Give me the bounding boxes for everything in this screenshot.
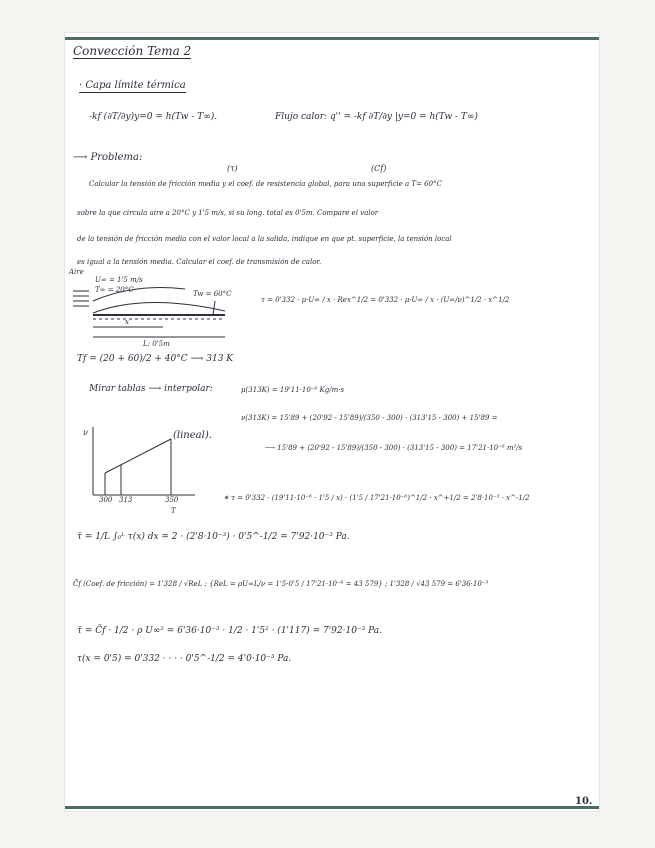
problem-line-4: es igual a la tensión media. Calcular el coef. de transmisión de calor. [77,258,322,266]
tau-mark: (τ) [227,164,238,173]
page-title: Convección Tema 2 [73,44,192,58]
notebook-page [64,32,600,812]
t-wall-label: Tw = 60°C [193,290,232,298]
tau-numeric: ✶ τ = 0'332 · (19'11·10⁻⁶ · 1'5 / x) · (1'5 / 17'21·10⁻⁶)^1/2 · x^+1/2 = 2'8·10⁻³ · x^-1/2 [223,494,530,502]
top-border-bar [65,37,599,40]
length-label: L: 0'5m [143,340,170,348]
tau-formula: τ = 0'332 · μ·U∞ / x · Rex^1/2 = 0'332 · μ·U∞ / x · (U∞/ν)^1/2 · x^1/2 [261,296,510,304]
tau-local: τ(x = 0'5) = 0'332 · · · · 0'5^-1/2 = 4'0·10⁻³ Pa. [77,654,292,664]
problem-line-1: Calcular la tensión de fricción media y el coef. de resistencia global, para una superficie a T= 60°C [89,180,442,188]
tables-note: Mirar tablas ⟶ interpolar: [89,384,213,394]
t-inf-label: T∞ = 20°C [95,286,134,294]
problem-line-3: de la tensión de fricción media con el valor local a la salida, indique en que pt. superficie, la tensión local [77,235,452,243]
nu-interpolation-1: ν(313K) = 15'89 + (20'92 - 15'89)/(350 - 300) · (313'15 - 300) + 15'89 = [241,414,498,422]
problem-line-2: sobre la que circula aire a 20°C y 1'5 m/s, si su long. total es 0'5m. Compare el valor [77,209,379,217]
boundary-condition-formula: -kf (∂T/∂y)y=0 = h(Tw - T∞). [89,112,218,122]
bottom-border-bar [65,806,599,809]
section-heading: · Capa límite térmica [79,80,186,91]
mu-value: μ(313K) = 19'11·10⁻⁶ Kg/m·s [241,386,345,394]
air-label: Aire [69,268,84,276]
u-inf-label: U∞ = 1'5 m/s [95,276,143,284]
film-temperature: Tf = (20 + 60)/2 + 40°C ⟶ 313 K [77,354,234,364]
linear-label: (lineal). [173,430,212,441]
tau-mean: τ̄ = 1/L ∫₀ᴸ τ(x) dx = 2 · (2'8·10⁻³) · 0'5^-1/2 = 7'92·10⁻³ Pa. [77,532,350,542]
tau-from-cf: τ̄ = C̄f · 1/2 · ρ U∞² = 6'36·10⁻³ · 1/2 · 1'5² · (1'117) = 7'92·10⁻³ Pa. [77,626,383,636]
friction-coefficient: C̄f (Coef. de fricción) = 1'328 / √ReL ; {ReL = ρU∞L/ν = 1'5·0'5 / 17'21·10⁻⁶ = 43 579} ; 1'328 / √43 579 = 6'36·10⁻³ [73,580,489,588]
page-number: 10. [575,796,593,807]
tick-350: 350 [165,496,179,504]
problem-heading: ⟶ Problema: [73,152,143,163]
tick-300: 300 [99,496,113,504]
cf-mark: (Cf) [371,164,387,173]
graph-axis-nu: ν [83,428,88,437]
plate-sketch [65,268,245,343]
graph-axis-t: T [171,507,176,515]
x-label: x [125,318,129,326]
flux-formula: Flujo calor: q'' = -kf ∂T/∂y |y=0 = h(Tw - T∞) [275,112,478,122]
nu-interpolation-2: ⟶ 15'89 + (20'92 - 15'89)/(350 - 300) · (313'15 - 300) = 17'21·10⁻⁶ m²/s [265,444,523,452]
tick-313: 313 [119,496,133,504]
